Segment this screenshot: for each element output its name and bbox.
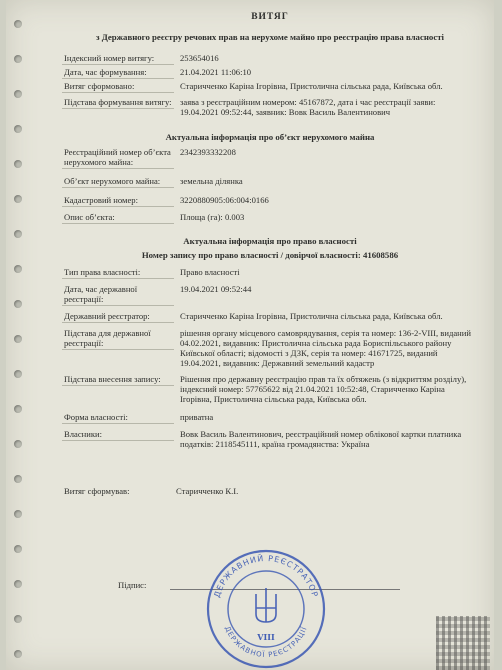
row-label: Витяг сформовано: <box>62 80 174 93</box>
row-value: приватна <box>180 412 214 422</box>
binder-hole <box>14 510 22 518</box>
row-value: Старичченко Каріна Ігорівна, Пристолична сільська рада, Київська обл. <box>180 311 443 321</box>
row-label: Підстава внесення запису: <box>62 373 174 386</box>
info-row <box>62 96 478 118</box>
row-value: заява з реєстраційним номером: 45167872, дата і час реєстрації заяви: 19.04.2021 09:52:44, заявник: Вовк Василь Валентинович <box>180 97 436 117</box>
row-label: Дата, час формування: <box>62 66 174 79</box>
binder-hole <box>14 440 22 448</box>
row-value: рішення органу місцевого самоврядування, серія та номер: 136-2-VIII, виданий 04.02.2021, видавник: Пристолична сільська рада Бориспільського району Київської області; відомості з ДЗК, серія та номер: 41671725, виданий 19.04.2021, видавник: Державний земельний кадастр <box>180 328 471 368</box>
stamp-center-text: VIII <box>257 632 275 642</box>
info-row <box>62 373 478 405</box>
row-value: Вовк Василь Валентинович, реєстраційний номер облікової картки платника податків: 2118545111, країна громадянства: Україна <box>180 429 462 449</box>
row-label: Власники: <box>62 428 174 441</box>
info-row <box>62 428 478 450</box>
row-label: Реєстраційний номер об’єкта нерухомого майна: <box>62 146 174 169</box>
binder-hole <box>14 230 22 238</box>
row-label: Підстава для державної реєстрації: <box>62 327 174 350</box>
info-row <box>62 80 478 93</box>
official-stamp <box>201 548 331 670</box>
info-row <box>62 310 478 323</box>
info-row <box>62 411 478 424</box>
binder-hole <box>14 90 22 98</box>
binder-hole <box>14 580 22 588</box>
stamp-bottom-text: ДЕРЖАВНОЇ РЕЄСТРАЦІЇ <box>223 625 309 660</box>
row-label: Підстава формування витягу: <box>62 96 174 109</box>
binder-holes <box>14 20 24 660</box>
qr-code-icon <box>436 616 490 670</box>
row-value: 19.04.2021 09:52:44 <box>180 284 252 294</box>
row-value: земельна ділянка <box>180 176 243 186</box>
binder-hole <box>14 300 22 308</box>
binder-hole <box>14 545 22 553</box>
binder-hole <box>14 370 22 378</box>
ownership-record-number: Номер запису про право власності / довірчої власності: 41608586 <box>141 250 399 260</box>
binder-hole <box>14 55 22 63</box>
row-label: Державний реєстратор: <box>62 310 174 323</box>
info-row <box>62 266 478 279</box>
formed-by-value: Старичченко К.І. <box>176 486 239 496</box>
row-label: Опис об’єкта: <box>62 211 174 224</box>
binder-hole <box>14 125 22 133</box>
binder-hole <box>14 265 22 273</box>
row-value: Право власності <box>180 267 240 277</box>
binder-hole <box>14 650 22 658</box>
binder-hole <box>14 335 22 343</box>
row-value: 21.04.2021 11:06:10 <box>180 67 252 77</box>
trident-emblem-icon <box>256 588 276 622</box>
row-label: Об’єкт нерухомого майна: <box>62 175 174 188</box>
binder-hole <box>14 615 22 623</box>
info-row <box>62 211 478 224</box>
document-subtitle: з Державного реєстру речових прав на нерухоме майно про реєстрацію права власності <box>95 32 444 42</box>
info-row <box>62 52 478 65</box>
binder-hole <box>14 160 22 168</box>
row-label: Кадастровий номер: <box>62 194 174 207</box>
ownership-section-heading: Актуальна інформація про право власності <box>183 236 357 246</box>
formed-by-label: Витяг сформував: <box>64 486 130 496</box>
object-block <box>62 146 478 224</box>
formed-by-row <box>62 486 478 496</box>
ownership-block <box>62 266 478 450</box>
row-label: Індексний номер витягу: <box>62 52 174 65</box>
row-value: Старичченко Каріна Ігорівна, Пристолична сільська рада, Київська обл. <box>180 81 443 91</box>
signature-label: Підпис: <box>118 580 147 590</box>
info-row <box>62 146 478 169</box>
row-value: Рішення про державну реєстрацію прав та їх обтяжень (з відкриттям розділу), індексний номер: 57765622 від 21.04.2021 10:52:48, Старичченко Каріна Ігорівна, Пристолична сільська рада, Київська обл. <box>180 374 467 404</box>
stamp-outer-text: ДЕРЖАВНИЙ РЕЄСТРАТОР <box>212 553 320 599</box>
document-sheet <box>6 0 494 670</box>
info-row <box>62 327 478 369</box>
row-label: Тип права власності: <box>62 266 174 279</box>
object-section-heading: Актуальна інформація про об’єкт нерухомого майна <box>165 132 375 142</box>
info-row <box>62 283 478 306</box>
binder-hole <box>14 195 22 203</box>
row-value: 3220880905:06:004:0166 <box>180 195 269 205</box>
binder-hole <box>14 475 22 483</box>
row-label: Форма власності: <box>62 411 174 424</box>
info-row <box>62 175 478 188</box>
document-content <box>62 8 478 496</box>
info-row <box>62 194 478 207</box>
binder-hole <box>14 20 22 28</box>
row-label: Дата, час державної реєстрації: <box>62 283 174 306</box>
info-row <box>62 66 478 79</box>
row-value: 253654016 <box>180 53 219 63</box>
row-value: 2342393332208 <box>180 147 236 157</box>
binder-hole <box>14 405 22 413</box>
document-title: ВИТЯГ <box>251 12 289 22</box>
row-value: Площа (га): 0.003 <box>180 212 245 222</box>
header-block <box>62 52 478 118</box>
